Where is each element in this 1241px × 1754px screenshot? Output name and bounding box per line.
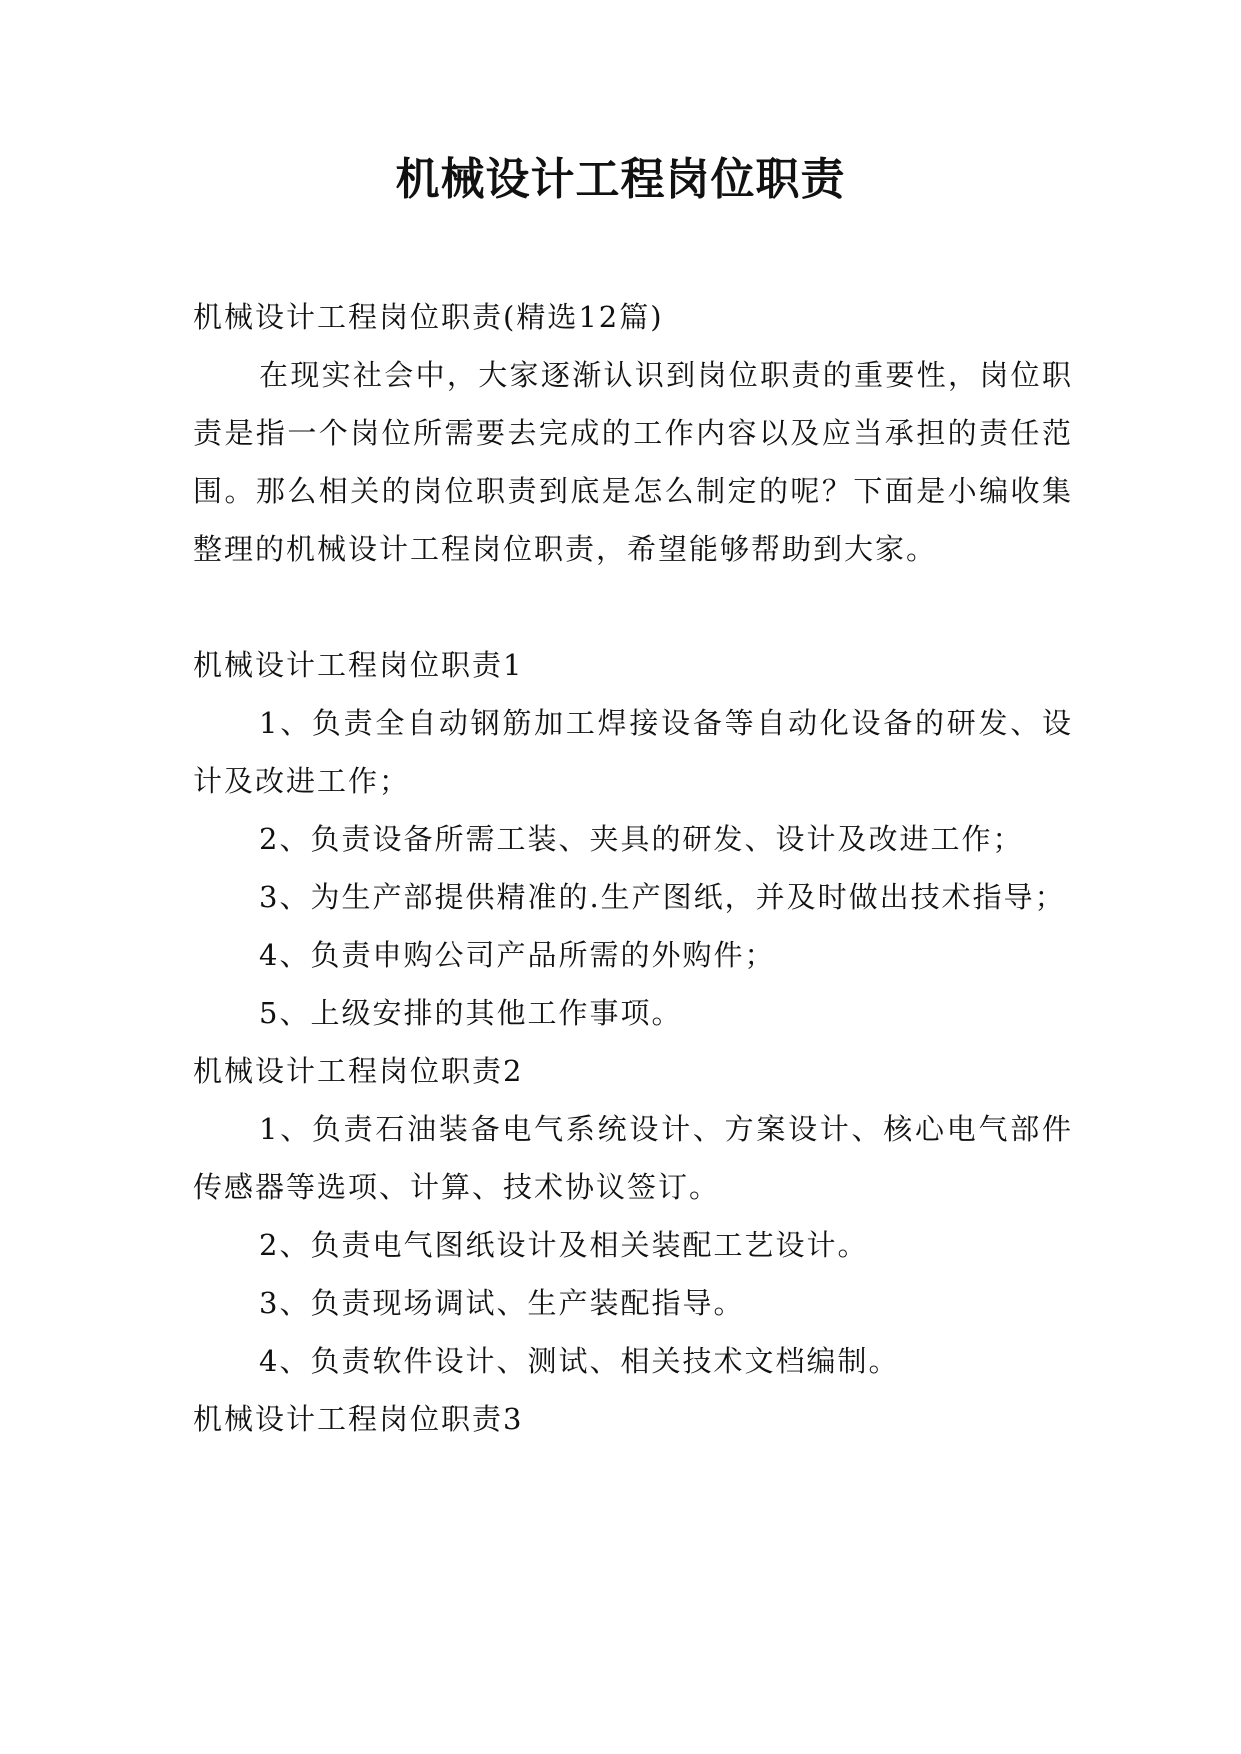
list-item: 1、负责全自动钢筋加工焊接设备等自动化设备的研发、设计及改进工作； [193,706,1073,798]
list-item: 2、负责电气图纸设计及相关装配工艺设计。 [259,1228,869,1262]
section-heading: 机械设计工程岗位职责3 [193,1402,524,1436]
list-item: 5、上级安排的其他工作事项。 [259,996,683,1030]
section-1 [193,636,1073,1042]
section-3 [193,1390,1073,1448]
section-heading: 机械设计工程岗位职责1 [193,648,524,682]
list-item: 4、负责软件设计、测试、相关技术文档编制。 [259,1344,900,1378]
list-item: 3、为生产部提供精准的.生产图纸，并及时做出技术指导； [259,880,1066,914]
list-item: 4、负责申购公司产品所需的外购件； [259,938,776,972]
list-item: 2、负责设备所需工装、夹具的研发、设计及改进工作； [259,822,1024,856]
section-heading: 机械设计工程岗位职责2 [193,1054,524,1088]
intro-paragraph: 在现实社会中，大家逐渐认识到岗位职责的重要性，岗位职责是指一个岗位所需要去完成的工作内容以及应当承担的责任范围。那么相关的岗位职责到底是怎么制定的呢？下面是小编收集整理的机械设计工程岗位职责，希望能够帮助到大家。 [193,358,1073,566]
document-title: 机械设计工程岗位职责 [395,154,846,205]
document-subtitle: 机械设计工程岗位职责(精选12篇) [193,300,664,334]
list-item: 3、负责现场调试、生产装配指导。 [259,1286,745,1320]
section-2 [193,1042,1073,1390]
list-item: 1、负责石油装备电气系统设计、方案设计、核心电气部件传感器等选项、计算、技术协议签订。 [193,1112,1073,1204]
document-body [193,288,1073,1448]
